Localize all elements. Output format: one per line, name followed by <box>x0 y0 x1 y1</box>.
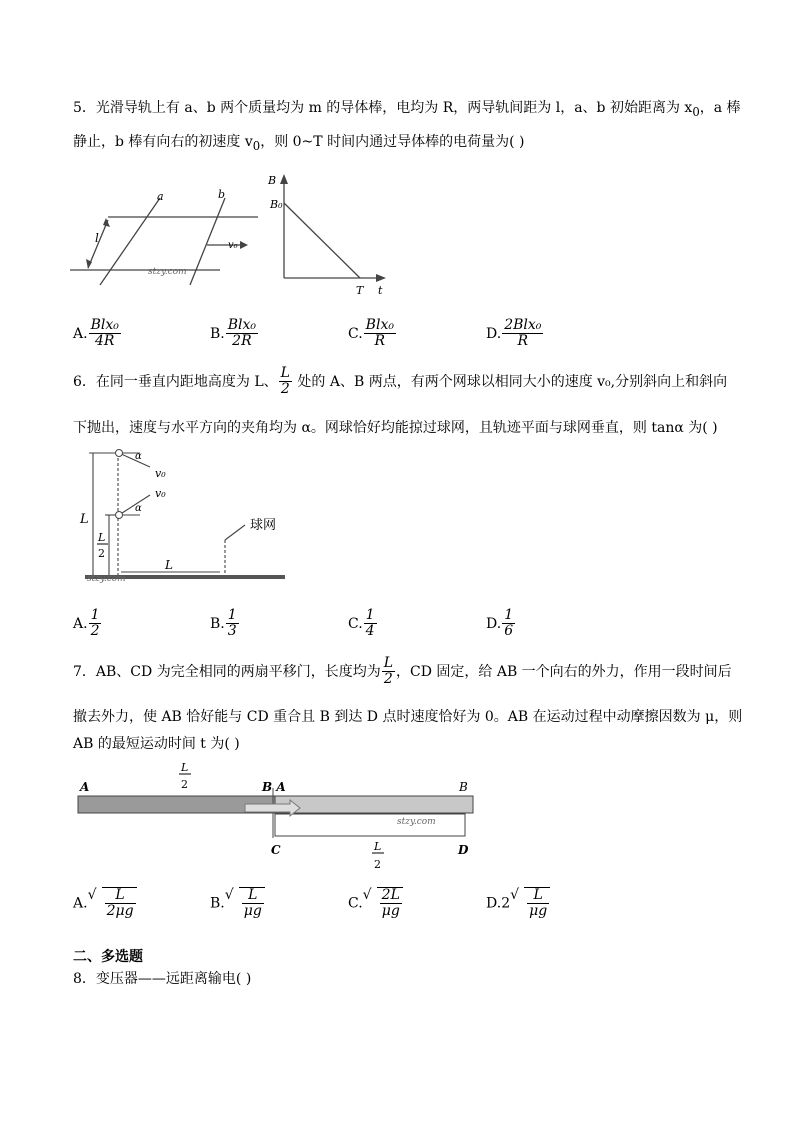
label-v0-bottom: v₀ <box>155 487 166 500</box>
label-B-right: B <box>459 780 468 794</box>
label-half-den: 2 <box>98 547 105 560</box>
label-L: L <box>80 512 89 527</box>
q7-option-c[interactable]: C. √ $\frac{2L}{\mu g}$ <box>348 887 403 920</box>
label-v0-top: v₀ <box>155 467 166 480</box>
q7-option-d[interactable]: D.2 √ $\frac{L}{\mu g}$ <box>486 887 550 920</box>
label-B: B <box>268 174 277 187</box>
q5-option-b[interactable]: B. $\frac{\text{Blx₀}}{2R}$ <box>210 317 257 350</box>
q6-option-d[interactable]: D. $\frac{1}{6}$ <box>486 607 514 640</box>
label-t: t <box>378 284 383 297</box>
label-T: T <box>356 284 364 297</box>
q6-option-a[interactable]: A. $\frac{1}{2}$ <box>73 607 100 640</box>
watermark: stzy.com <box>87 574 126 584</box>
q7-line3: AB 的最短运动时间 t 为( ) <box>73 736 240 752</box>
q5-option-a[interactable]: A. $\frac{\text{Blx₀}}{4R}$ <box>73 317 119 350</box>
q5-option-d[interactable]: D. $\frac{\text{2Blx₀}}{R}$ <box>486 317 542 350</box>
label-half-num: L <box>98 531 106 544</box>
q5-line1: 5．光滑导轨上有 a、b 两个质量均为 m 的导体棒，电均为 R，两导轨间距为 l，a、b 初始距离为 $x_0$，a 棒 <box>73 100 741 119</box>
label-alpha-bottom: α <box>135 503 142 514</box>
q6-line1: 6．在同一垂直内距地高度为 L、 $\frac{L}{2}$ 处的 A、B 两点，有两个网球以相同大小的速度 v₀,分别斜向上和斜向 <box>73 365 728 398</box>
label-half-den-bottom: 2 <box>374 858 381 871</box>
q5-option-c[interactable]: C. $\frac{\text{Blx₀}}{R}$ <box>348 317 394 350</box>
q6-figure <box>75 445 290 590</box>
label-BA: B A <box>262 780 286 794</box>
label-v0: v₀ <box>228 240 238 251</box>
q5-line2: 静止，b 棒有向右的初速度 $v_0$，则 0~T 时间内通过导体棒的电荷量为( ) <box>73 134 525 153</box>
label-D: D <box>458 843 469 857</box>
watermark: stzy.com <box>397 817 436 827</box>
section-heading: 二、多选题 <box>73 949 143 965</box>
q7-option-b[interactable]: B. √ $\frac{L}{\mu g}$ <box>210 887 265 920</box>
label-b: b <box>218 188 226 201</box>
label-a: a <box>157 190 164 203</box>
label-B0: B₀ <box>270 198 283 211</box>
label-alpha-top: α <box>135 451 142 462</box>
q7-option-a[interactable]: A. √ $\frac{L}{2\mu g}$ <box>73 887 137 920</box>
label-C: C <box>271 843 281 857</box>
label-net: 球网 <box>250 518 277 533</box>
q6-line2: 下抛出，速度与水平方向的夹角均为 α。网球恰好均能掠过球网，且轨迹平面与球网垂直，则 tanα 为( ) <box>73 420 718 436</box>
q7-figure <box>75 758 485 878</box>
q6-option-c[interactable]: C. $\frac{1}{4}$ <box>348 607 375 640</box>
q6-option-b[interactable]: B. $\frac{1}{3}$ <box>210 607 237 640</box>
label-half-num-bottom: L <box>374 840 382 853</box>
q7-line2: 撤去外力，使 AB 恰好能与 CD 重合且 B 到达 D 点时速度恰好为 0。AB 在运动过程中动摩擦因数为 μ，则 <box>73 709 743 725</box>
q8-line: 8．变压器——远距离输电( ) <box>73 971 252 987</box>
label-L-bottom: L <box>165 558 173 572</box>
label-half-den-top: 2 <box>181 778 188 791</box>
q7-line1: 7．AB、CD 为完全相同的两扇平移门，长度均为 $\frac{L}{2}$ ，CD 固定，给 AB 一个向右的外力，作用一段时间后 <box>73 655 732 688</box>
label-half-num-top: L <box>181 761 189 774</box>
label-l: l <box>95 231 99 245</box>
label-A: A <box>80 780 90 794</box>
q5-figure <box>70 170 400 305</box>
watermark: stzy.com <box>148 267 187 277</box>
